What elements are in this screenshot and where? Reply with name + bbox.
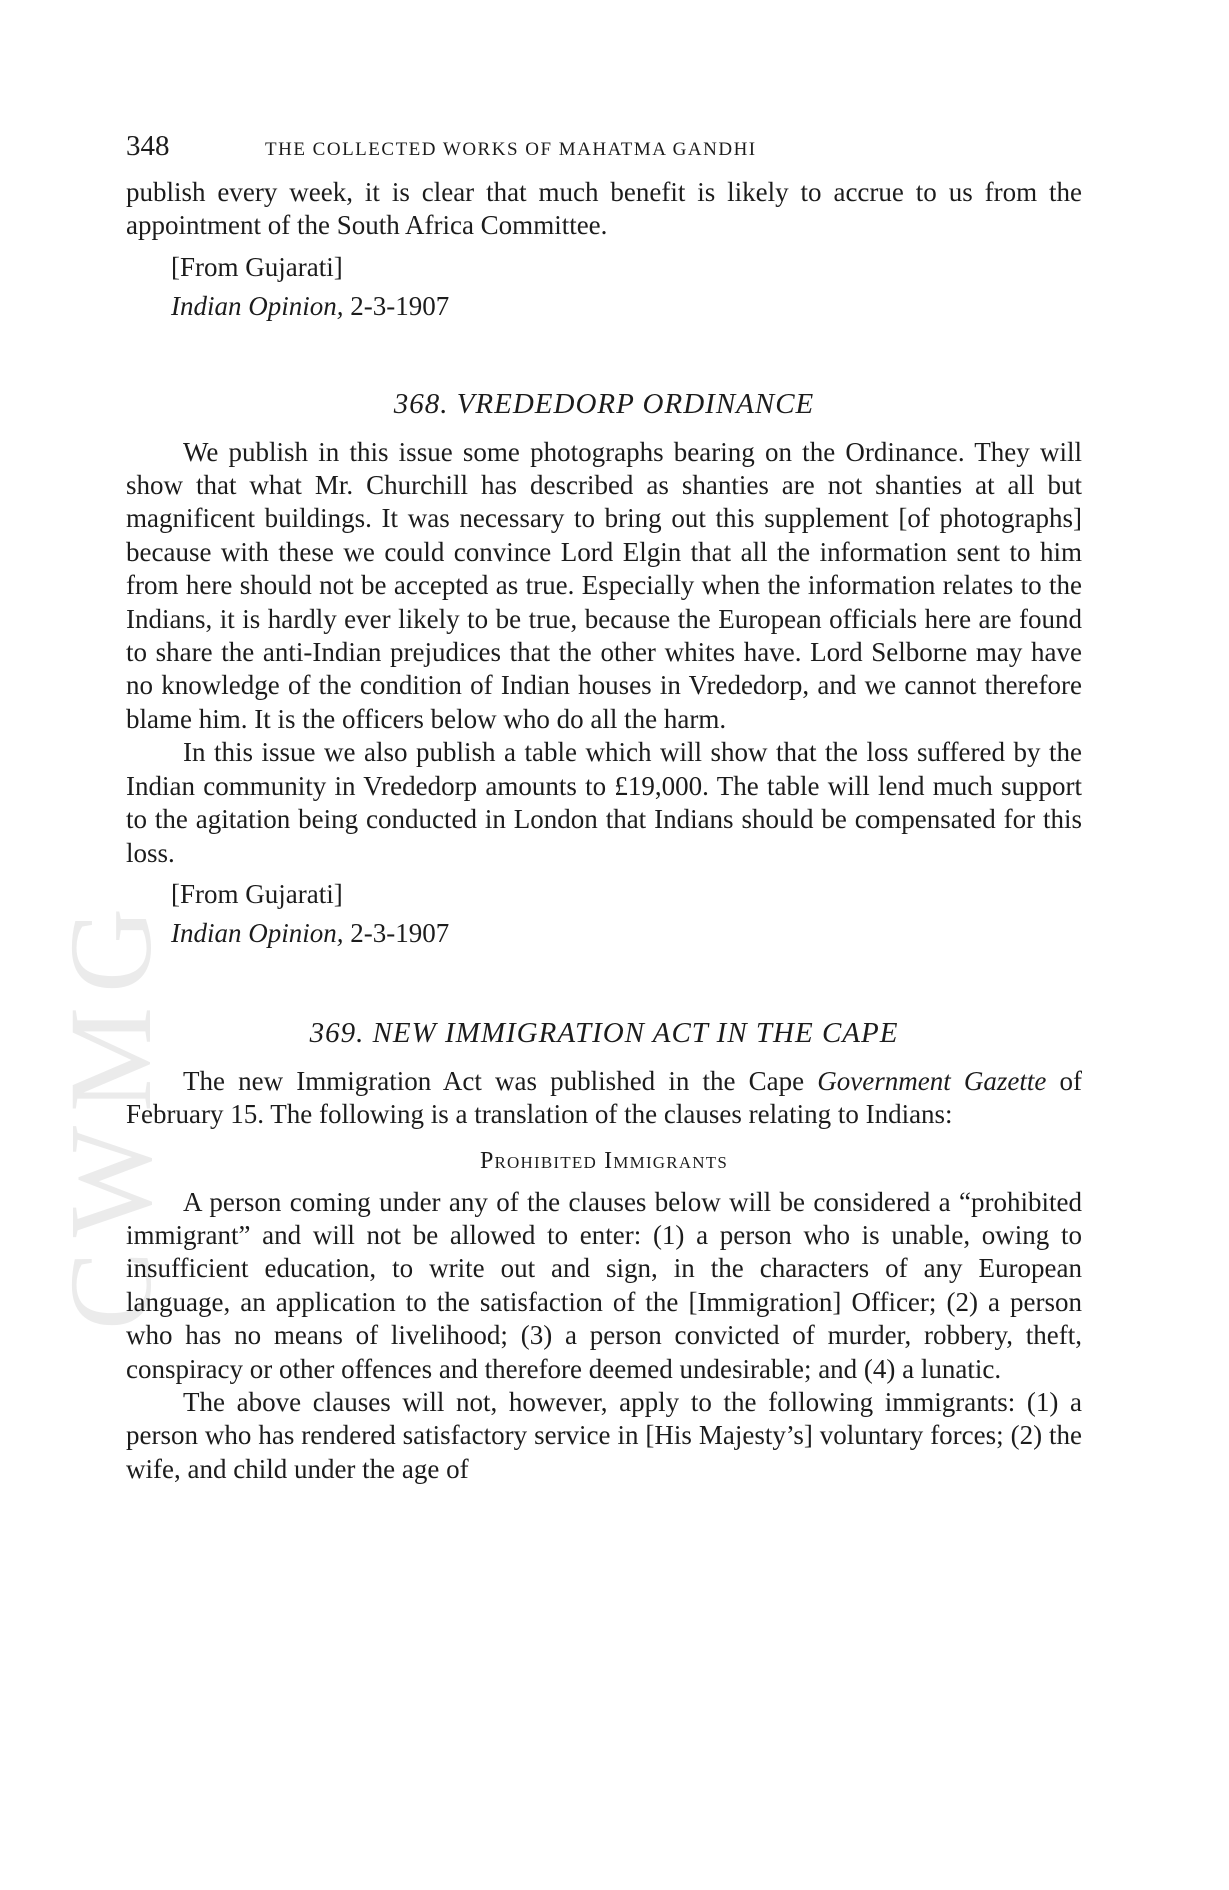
citation (171, 917, 1082, 950)
citation-title: Indian Opinion, (171, 918, 344, 949)
running-head: THE COLLECTED WORKS OF MAHATMA GANDHI (265, 139, 757, 160)
paragraph: In this issue we also publish a table which will show that the loss suffered by the Indian community in Vrededorp amounts to £19,000. The table will lend much support to the agitation being conducted in London that Indians should be compensated for this loss. (126, 737, 1082, 868)
document-page (126, 130, 1082, 1486)
intro-paragraph (126, 1065, 1082, 1132)
citation-date: 2-3-1907 (350, 291, 450, 322)
page-number: 348 (126, 130, 170, 162)
intro-text-start: The new Immigration Act was published in the Cape (183, 1065, 818, 1096)
page-header (126, 130, 1082, 163)
paragraph: The above clauses will not, however, apply to the following immigrants: (1) a person who has rendered satisfactory service in [His Majesty’s] voluntary forces; (2) the wife, and child under the age of (126, 1386, 1082, 1484)
section-title-368: 368. VREDEDORP ORDINANCE (393, 387, 815, 420)
citation (171, 290, 1082, 323)
paragraph: We publish in this issue some photographs bearing on the Ordinance. They will show that what Mr. Churchill has described as shanties are not shanties at all but magnificent buildings. It was necessary to bring out this supplement [of photographs] because with these we could convince Lord Elgin that all the information sent to him from here should not be accepted as true. Especially when the information relates to the Indians, it is hardly ever likely to be true, because the European officials here are found to share the anti-Indian prejudices that the other whites have. Lord Selborne may have no knowledge of the condition of Indian houses in Vrededorp, and we cannot therefore blame him. It is the officers below who do all the harm. (126, 436, 1082, 734)
gazette-title: Government Gazette (817, 1065, 1047, 1096)
source-note: [From Gujarati] (171, 878, 343, 909)
citation-date: 2-3-1907 (350, 918, 450, 949)
citation-title: Indian Opinion, (171, 291, 344, 322)
svg-text:CWMG: CWMG (45, 893, 176, 1330)
paragraph: A person coming under any of the clauses below will be considered a “prohibited immigrant” and will not be allowed to enter: (1) a person who is unable, owing to insufficient education, to write out and sign, in the characters of any European language, an application to the satisfaction of the [Immigration] Officer; (2) a person who has no means of livelihood; (3) a person convicted of murder, robbery, theft, conspiracy or other offences and therefore deemed undesirable; and (4) a lunatic. (126, 1186, 1082, 1384)
section-title-369: 369. NEW IMMIGRATION ACT IN THE CAPE (309, 1016, 899, 1049)
continuation-paragraph: publish every week, it is clear that much benefit is likely to accrue to us from the appointment of the South Africa Committee. (126, 177, 1082, 241)
subheading: Prohibited Immigrants (479, 1147, 729, 1174)
intro-text-end: of February 15. The following is a translation of the clauses relating to Indians: (126, 1065, 1083, 1130)
source-note: [From Gujarati] (171, 251, 343, 282)
